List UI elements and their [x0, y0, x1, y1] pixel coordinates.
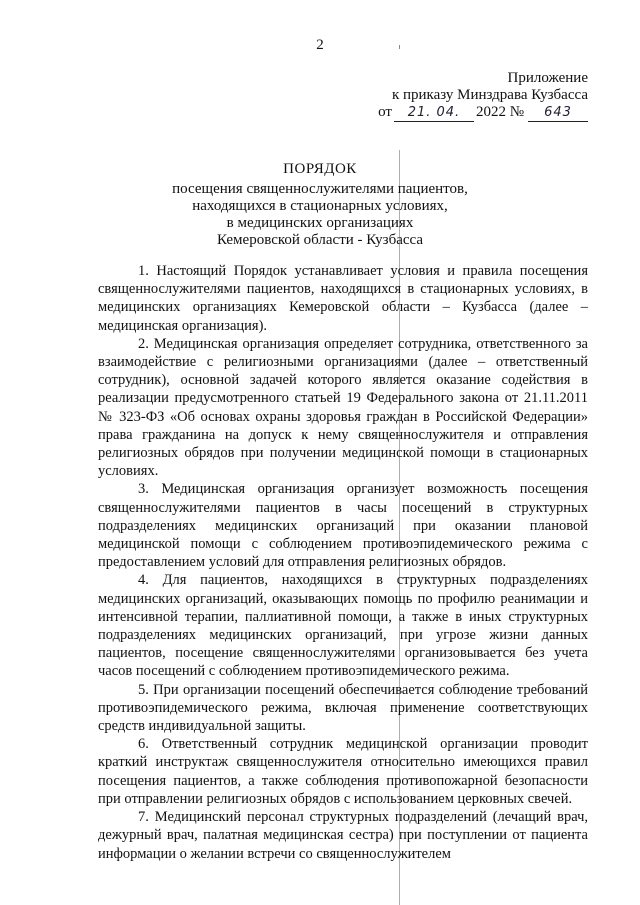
document-body — [98, 262, 588, 863]
title-line1: посещения священнослужителями пациентов, — [172, 181, 468, 197]
paragraph-1: 1. Настоящий Порядок устанавливает условия и правила посещения священнослужителями пациентов, находящихся в стационарных условиях, в медицинских организациях Кемеровской области – Кузбасса (далее – медицинская организация). — [98, 263, 588, 334]
handwritten-date: 21. 04. — [394, 105, 474, 122]
appendix-header — [378, 70, 588, 122]
title-line4: Кемеровской области - Кузбасса — [216, 232, 424, 248]
paragraph-2: 2. Медицинская организация определяет сотрудника, ответственного за взаимодействие с религиозными организациями (далее – ответственный сотрудник), основной задачей которого является оказание содействия в реализации предусмотренного статьей 19 Федерального закона от 21.11.2011 № 323-ФЗ «Об основах охраны здоровья граждан в Российской Федерации» права гражданина на допуск к нему священнослужителя и отправления религиозных обрядов при получении медицинской помощи в стационарных условиях. — [98, 335, 588, 480]
paragraph-7: 7. Медицинский персонал структурных подразделений (лечащий врач, дежурный врач, палатная медицинская сестра) при поступлении от пациента информации о желании встречи со священнослужителем — [98, 809, 588, 862]
appendix-line2: к приказу Минздрава Кузбасса — [391, 87, 588, 103]
title-line3: в медицинских организациях — [226, 215, 414, 231]
paragraph-3: 3. Медицинская организация организует возможность посещения священнослужителями пациентов в часы посещений в структурных подразделениях медицинских организаций при оказании плановой медицинской помощи с соблюдением противоэпидемического режима с предоставлением условий для отправления религиозных обрядов. — [98, 481, 588, 571]
title-heading: ПОРЯДОК — [283, 161, 357, 177]
paragraph-5: 5. При организации посещений обеспечивается соблюдение требований противоэпидемического режима, включая применение соответствующих средств индивидуальной защиты. — [98, 681, 588, 735]
appendix-line1: Приложение — [507, 70, 588, 86]
from-label: от — [378, 104, 392, 120]
handwritten-order-number: 643 — [528, 105, 588, 122]
title-line2: находящихся в стационарных условиях, — [192, 198, 448, 214]
order-date-number-line — [378, 104, 588, 122]
year-number-label: 2022 № — [475, 104, 524, 120]
paragraph-6: 6. Ответственный сотрудник медицинской организации проводит краткий инструктаж священнослужителя относительно имеющихся правил посещения пациентов, а также соблюдения противопожарной безопасности при отправлении религиозных обрядов с использованием церковных свечей. — [98, 736, 588, 807]
page-number: 2 — [316, 37, 324, 53]
paragraph-4: 4. Для пациентов, находящихся в структурных подразделениях медицинских организаций, оказывающих помощь по профилю реанимации и интенсивной терапии, паллиативной помощи, а также в иных структурных подразделениях медицинских организаций, при угрозе жизни данных пациентов, посещение священнослужителями организовывается без учета часов посещений с соблюдением противоэпидемического режима. — [98, 572, 588, 680]
document-title — [0, 161, 640, 249]
